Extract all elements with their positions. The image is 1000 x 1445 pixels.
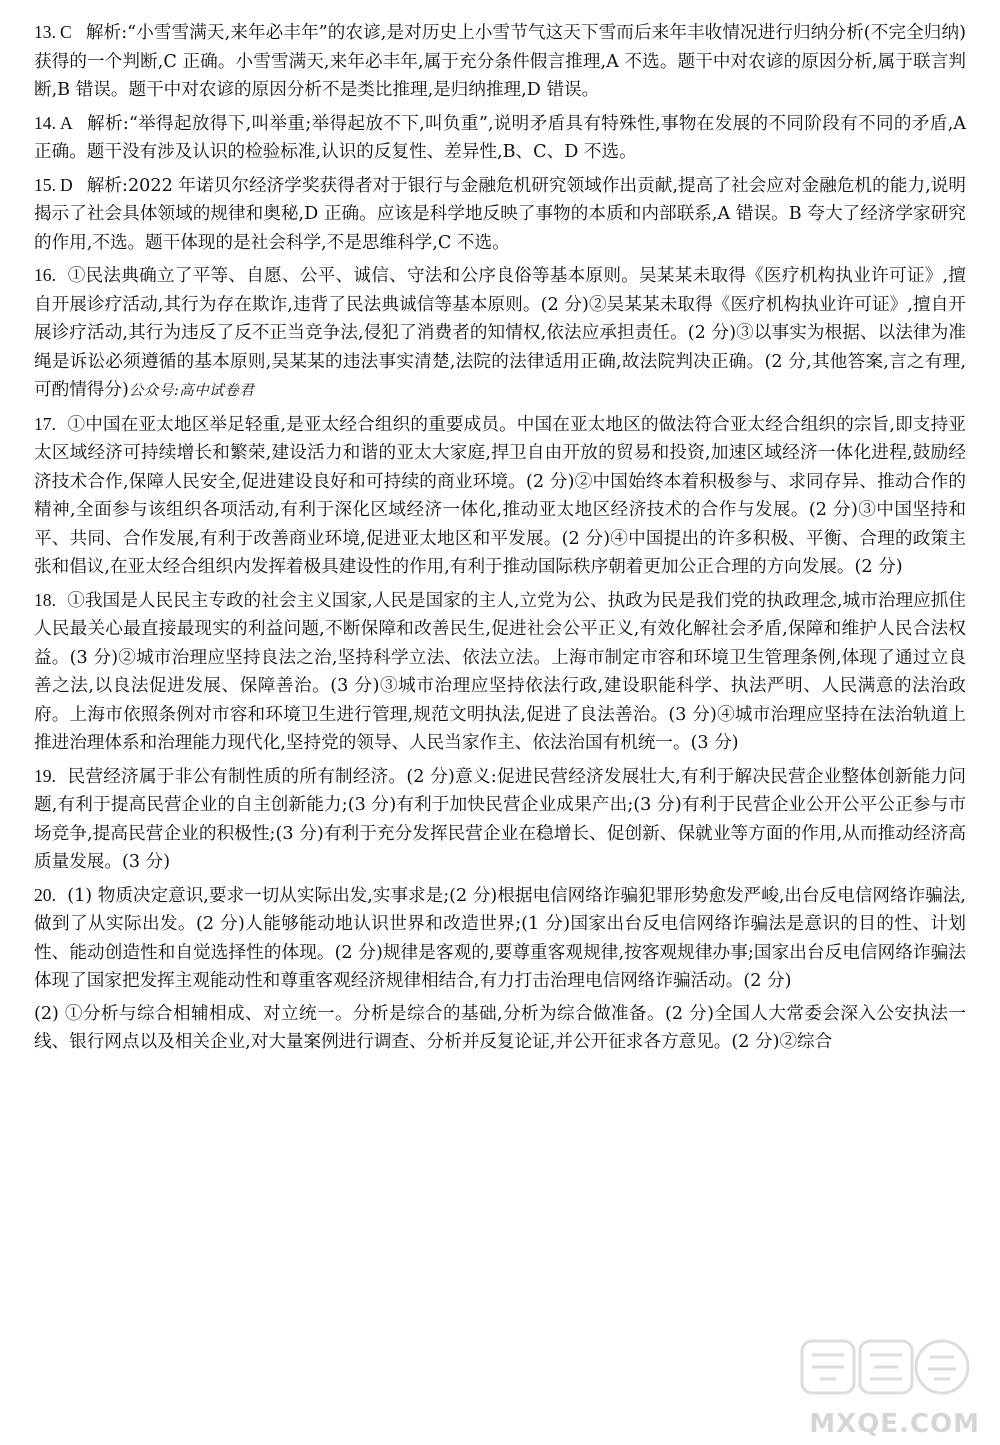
question-19	[34, 762, 966, 877]
question-number: 16.	[34, 265, 56, 285]
watermark-site: MXQE.COM	[809, 1409, 980, 1439]
question-15	[34, 171, 966, 258]
answer-content	[34, 18, 966, 1061]
watermark-logo-icon	[800, 1335, 970, 1405]
question-number: 18.	[34, 589, 56, 610]
question-explanation: 民营经济属于非公有制性质的所有制经济。(2 分)意义:促进民营经济发展壮大,有利于解决民营企业整体创新能力问题,有利于提高民营企业的自主创新能力;(3 分)有利于加快民营企业成果产出;(3 分)有利于民营企业公开公平公正参与市场竞争,提高民营企业的积极性;(3 分)有利于充分发挥民营企业在稳增长、促创新、保就业等方面的作用,从而推动经济高质量发展。(3 分)	[34, 766, 966, 872]
question-answer: A	[60, 112, 73, 133]
question-number: 13.	[34, 22, 56, 42]
question-answer: C	[60, 22, 72, 42]
question-explanation: 解析:“小雪雪满天,来年必丰年”的农谚,是对历史上小雪节气这天下雪而后来年丰收情况进行归纳分析(不完全归纳)获得的一个判断,C 正确。小雪雪满天,来年必丰年,属于充分条件假言推理,A 不选。题干中对农谚的原因分析,属于联言判断,B 错误。题干中对农谚的原因分析不是类比推理,是归纳推理,D 错误。	[34, 23, 966, 100]
question-number: 17.	[34, 413, 56, 434]
question-number: 15.	[34, 174, 56, 195]
question-explanation: (2) ①分析与综合相辅相成、对立统一。分析是综合的基础,分析为综合做准备。(2 分)全国人大常委会深入公安执法一线、银行网点以及相关企业,对大量案例进行调查、分析并反复论证,并公开征求各方意见。(2 分)②综合	[34, 1003, 966, 1052]
question-18	[34, 586, 966, 758]
question-explanation: ①中国在亚太地区举足轻重,是亚太经合组织的重要成员。中国在亚太地区的做法符合亚太经合组织的宗旨,即支持亚太区域经济可持续增长和繁荣,建设活力和谐的亚太大家庭,捍卫自由开放的贸易和投资,加速区域经济一体化进程,鼓励经济技术合作,保障人民安全,促进建设良好和可持续的商业环境。(2 分)②中国始终本着积极参与、求同存异、推动合作的精神,全面参与该组织各项活动,有利于深化区域经济一体化,推动亚太地区经济技术的合作与发展。(2 分)③中国坚持和平、共同、合作发展,有利于改善商业环境,促进亚太地区和平发展。(2 分)④中国提出的许多积极、平衡、合理的政策主张和倡议,在亚太经合组织内发挥着极具建设性的作用,有利于推动国际秩序朝着更加公正合理的方向发展。(2 分)	[34, 414, 966, 577]
question-explanation: (1) 物质决定意识,要求一切从实际出发,实事求是;(2 分)根据电信网络诈骗犯罪形势愈发严峻,出台反电信网络诈骗法,做到了从实际出发。(2 分)人能够能动地认识世界和改造世界;(1 分)国家出台反电信网络诈骗法是意识的目的性、计划性、能动创造性和自觉选择性的体现。(2 分)规律是客观的,要尊重客观规律,按客观规律办事;国家出台反电信网络诈骗法体现了国家把发挥主观能动性和尊重客观经济规律相结合,有力打击治理电信网络诈骗活动。(2 分)	[34, 885, 966, 991]
watermark	[790, 1329, 980, 1439]
question-16	[34, 261, 966, 406]
question-20-part-1	[34, 881, 966, 996]
question-number: 20.	[34, 884, 56, 905]
question-14	[34, 109, 966, 167]
question-explanation: 解析:“举得起放得下,叫举重;举得起放不下,叫负重”,说明矛盾具有特殊性,事物在发展的不同阶段有不同的矛盾,A 正确。题干没有涉及认识的检验标准,认识的反复性、差异性,B、C、D 不选。	[34, 113, 966, 162]
question-answer: D	[60, 174, 73, 195]
question-explanation: ①我国是人民民主专政的社会主义国家,人民是国家的主人,立党为公、执政为民是我们党的执政理念,城市治理应抓住人民最关心最直接最现实的利益问题,不断保障和改善民生,促进社会公平正义,有效化解社会矛盾,保障和维护人民合法权益。(3 分)②城市治理应坚持良法之治,坚持科学立法、依法立法。上海市制定市容和环境卫生管理条例,体现了通过立良善之法,以良法促进发展、保障善治。(3 分)③城市治理应坚持依法行政,建设职能科学、执法严明、人民满意的法治政府。上海市依照条例对市容和环境卫生进行管理,规范文明执法,促进了良法善治。(3 分)④城市治理应坚持在法治轨道上推进治理体系和治理能力现代化,坚持党的领导、人民当家作主、依法治国有机统一。(3 分)	[34, 590, 966, 753]
question-number: 19.	[34, 765, 56, 786]
source-credit: 公众号:高中试卷君	[128, 383, 255, 399]
question-explanation: ①民法典确立了平等、自愿、公平、诚信、守法和公序良俗等基本原则。吴某某未取得《医疗机构执业许可证》,擅自开展诊疗活动,其行为存在欺诈,违背了民法典诚信等基本原则。(2 分)②吴某某未取得《医疗机构执业许可证》,擅自开展诊疗活动,其行为违反了反不正当竞争法,侵犯了消费者的知情权,依法应承担责任。(2 分)③以事实为根据、以法律为准绳是诉讼必须遵循的基本原则,吴某某的违法事实清楚,法院的法律适用正确,故法院判决正确。(2 分,其他答案,言之有理,可酌情得分)	[34, 266, 966, 400]
question-17	[34, 410, 966, 582]
question-number: 14.	[34, 112, 56, 133]
question-13	[34, 18, 966, 105]
question-20-part-2	[34, 1000, 966, 1057]
question-explanation: 解析:2022 年诺贝尔经济学奖获得者对于银行与金融危机研究领域作出贡献,提高了社会应对金融危机的能力,说明揭示了社会具体领域的规律和奥秘,D 正确。应该是科学地反映了事物的本质和内部联系,A 错误。B 夸大了经济学家研究的作用,不选。题干体现的是社会科学,不是思维科学,C 不选。	[34, 175, 966, 253]
